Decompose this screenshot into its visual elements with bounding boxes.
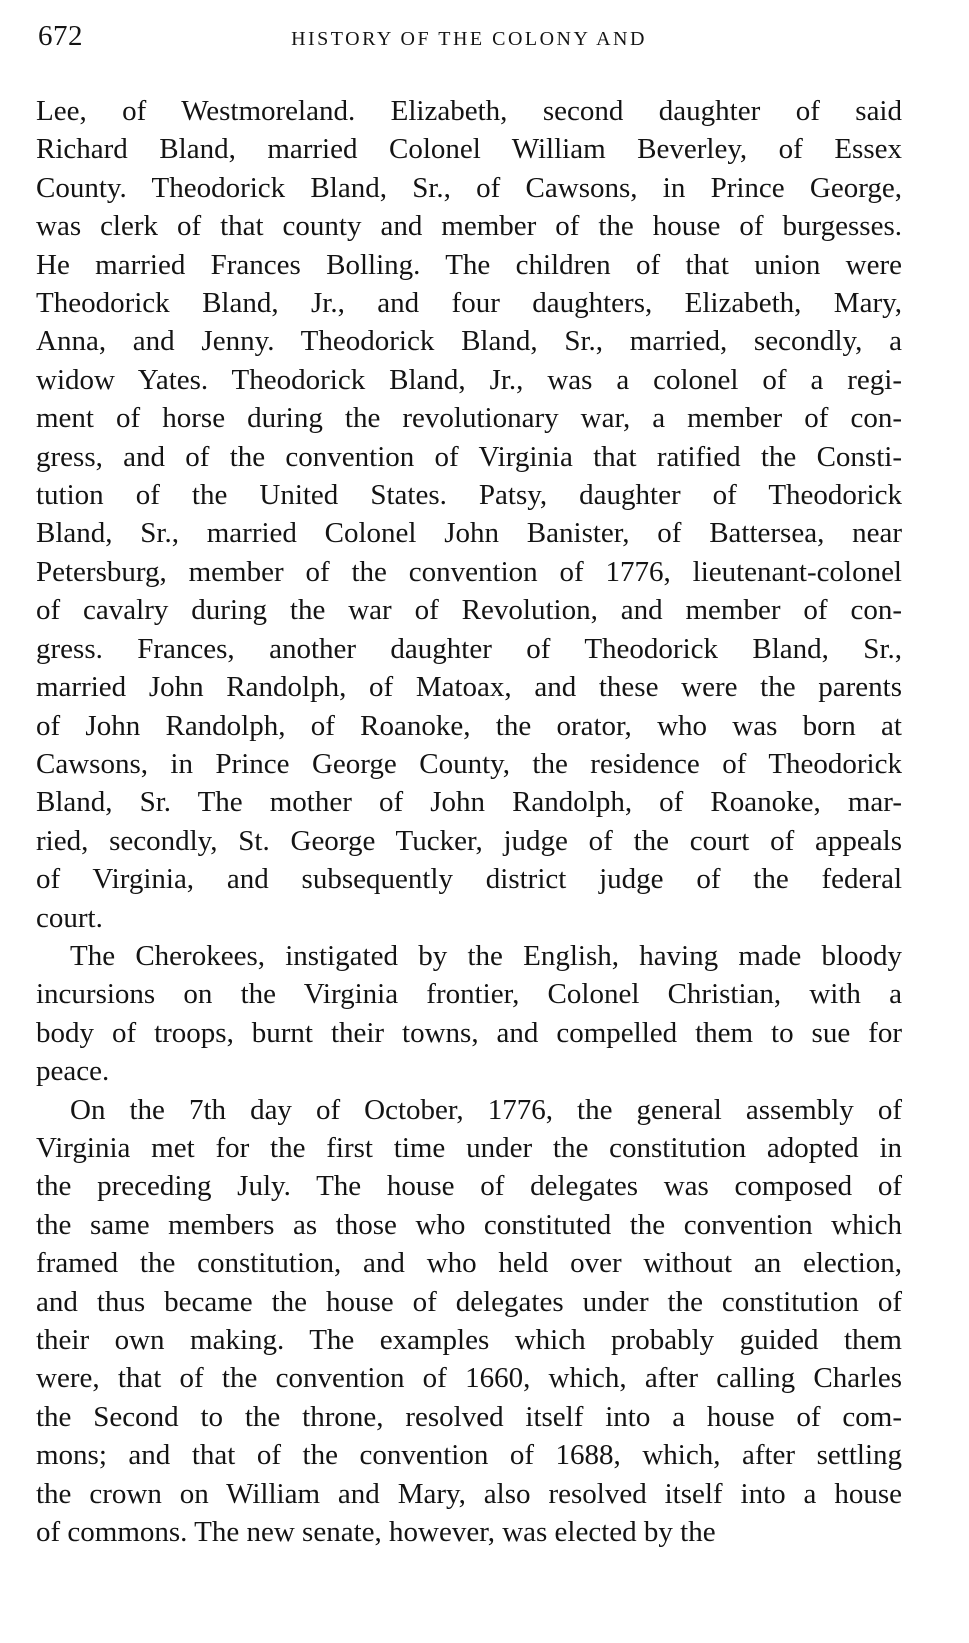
text-line: the Second to the throne, resolved itself into a house of com- [36, 1400, 902, 1433]
page-number: 672 [38, 20, 83, 52]
text-line: court. [36, 901, 103, 934]
text-line: ment of horse during the revolutionary war, a member of con- [36, 402, 902, 435]
text-line: the preceding July. The house of delegates was composed of [36, 1170, 902, 1203]
text-line: of John Randolph, of Roanoke, the orator, who was born at [36, 709, 902, 742]
text-line: was clerk of that county and member of the house of burgesses. [36, 210, 902, 243]
running-head [36, 14, 902, 62]
text-line: Bland, Sr., married Colonel John Banister, of Battersea, near [36, 517, 902, 550]
text-line: of Virginia, and subsequently district judge of the federal [36, 863, 902, 896]
text-line: On the 7th day of October, 1776, the general assembly of [70, 1093, 902, 1126]
running-title: HISTORY OF THE COLONY AND [291, 28, 647, 50]
text-line: of commons. The new senate, however, was elected by the [36, 1516, 716, 1549]
text-line: body of troops, burnt their towns, and compelled them to sue for [36, 1016, 902, 1049]
text-line: Virginia met for the first time under the constitution adopted in [36, 1131, 902, 1164]
text-line: Richard Bland, married Colonel William Beverley, of Essex [36, 133, 902, 166]
body-text [36, 92, 902, 1551]
text-line: Lee, of Westmoreland. Elizabeth, second daughter of said [36, 95, 902, 127]
text-line: Anna, and Jenny. Theodorick Bland, Sr., married, secondly, a [36, 325, 902, 358]
book-page [36, 14, 902, 1629]
text-line: the crown on William and Mary, also resolved itself into a house [36, 1477, 902, 1510]
text-line: were, that of the convention of 1660, which, after calling Charles [36, 1362, 902, 1395]
text-line: framed the constitution, and who held over without an election, [36, 1247, 902, 1280]
text-line: County. Theodorick Bland, Sr., of Cawsons, in Prince George, [36, 171, 902, 204]
paragraph [36, 92, 902, 937]
text-line: tution of the United States. Patsy, daughter of Theodorick [36, 479, 902, 512]
text-line: The Cherokees, instigated by the English, having made bloody [70, 939, 902, 972]
text-line: gress. Frances, another daughter of Theodorick Bland, Sr., [36, 632, 902, 665]
text-line: married John Randolph, of Matoax, and these were the parents [36, 671, 902, 704]
text-line: Petersburg, member of the convention of 1776, lieutenant-colonel [36, 555, 902, 588]
paragraph [36, 937, 902, 1091]
text-line: mons; and that of the convention of 1688, which, after settling [36, 1439, 902, 1472]
text-line: ried, secondly, St. George Tucker, judge of the court of appeals [36, 824, 902, 857]
text-line: and thus became the house of delegates under the constitution of [36, 1285, 902, 1318]
text-line: peace. [36, 1055, 110, 1088]
text-line: the same members as those who constituted the convention which [36, 1208, 902, 1241]
text-line: Cawsons, in Prince George County, the residence of Theodorick [36, 747, 902, 780]
text-line: gress, and of the convention of Virginia that ratified the Consti- [36, 440, 902, 473]
text-line: of cavalry during the war of Revolution, and member of con- [36, 594, 902, 627]
text-line: incursions on the Virginia frontier, Colonel Christian, with a [36, 978, 902, 1011]
text-line: widow Yates. Theodorick Bland, Jr., was a colonel of a regi- [36, 363, 902, 396]
text-line: Theodorick Bland, Jr., and four daughters, Elizabeth, Mary, [36, 287, 902, 320]
text-line: He married Frances Bolling. The children of that union were [36, 248, 902, 281]
paragraph [36, 1091, 902, 1552]
text-line: their own making. The examples which probably guided them [36, 1324, 902, 1356]
text-line: Bland, Sr. The mother of John Randolph, of Roanoke, mar- [36, 786, 902, 819]
